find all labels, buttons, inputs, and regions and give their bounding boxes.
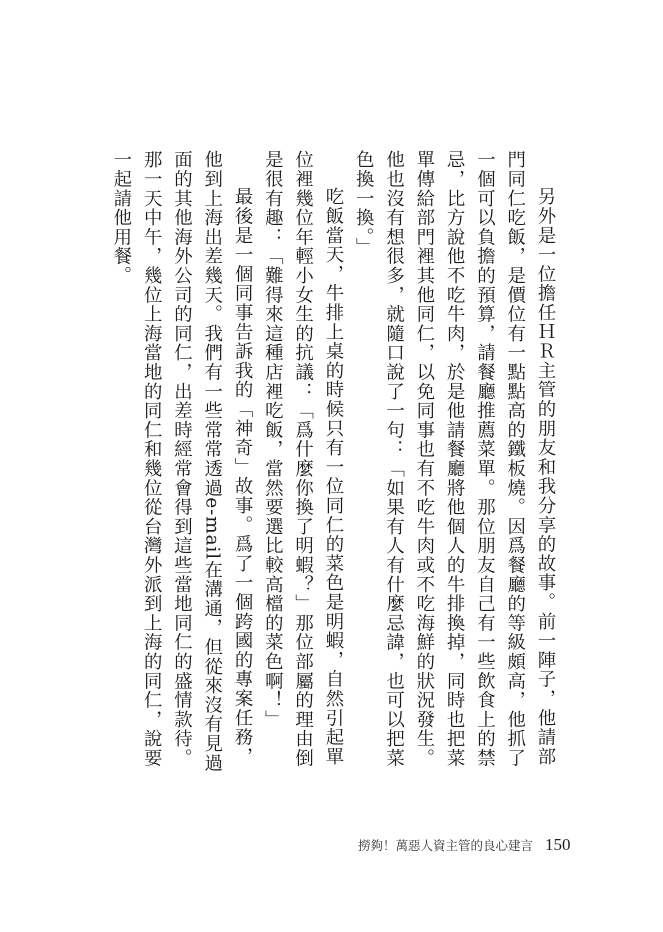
paragraph-hr-story: 另外是一位擔任ＨＲ主管的朋友和我分享的故事。前一陣子，他請部門同仁吃飯，是價位有一點點高的鐵板燒。因爲餐廳的等級頗高，他抓了一個可以負擔的預算，請餐廳推薦菜單。那位朋友自己有一些飲食上的禁忌，比方說他不吃牛肉，於是他請餐廳將他個人的牛排換掉，同時也把菜單傳給部門裡其他同仁，以免同事也有不吃牛肉或不吃海鮮的狀況發生。他也沒有想很多，就隨口說了一句：「如果有人有什麼忌諱，也可以把菜色換一換。」 <box>353 150 556 768</box>
paragraph-dinner-day: 吃飯當天，牛排上桌的時候只有一位同仁的菜色是明蝦，自然引起單位裡幾位年輕小女生的抗議：「爲什麼你換了明蝦？」那位部屬的理由倒是很有趣：「難得來這種店裡吃飯，當然要選比較高檔的菜色啊！」 <box>262 150 344 768</box>
page-footer <box>358 834 571 856</box>
body-text <box>100 150 560 775</box>
running-title: 撈夠！萬惡人資主管的良心建言 <box>358 838 534 853</box>
page-number: 150 <box>545 835 571 854</box>
paragraph-shanghai-story: 最後是一個同事告訴我的「神奇」故事。爲了一個跨國的專案任務，他到上海出差幾天。我們有一些常常透過e-mail在溝通，但從來沒有見過面的其他海外公司的同仁，出差時經常會得到這些當地同仁的盛情款待。那一天中午，幾位上海當地的同仁和幾位從台灣外派到上海的同仁，說要一起請他用餐。 <box>110 150 254 773</box>
